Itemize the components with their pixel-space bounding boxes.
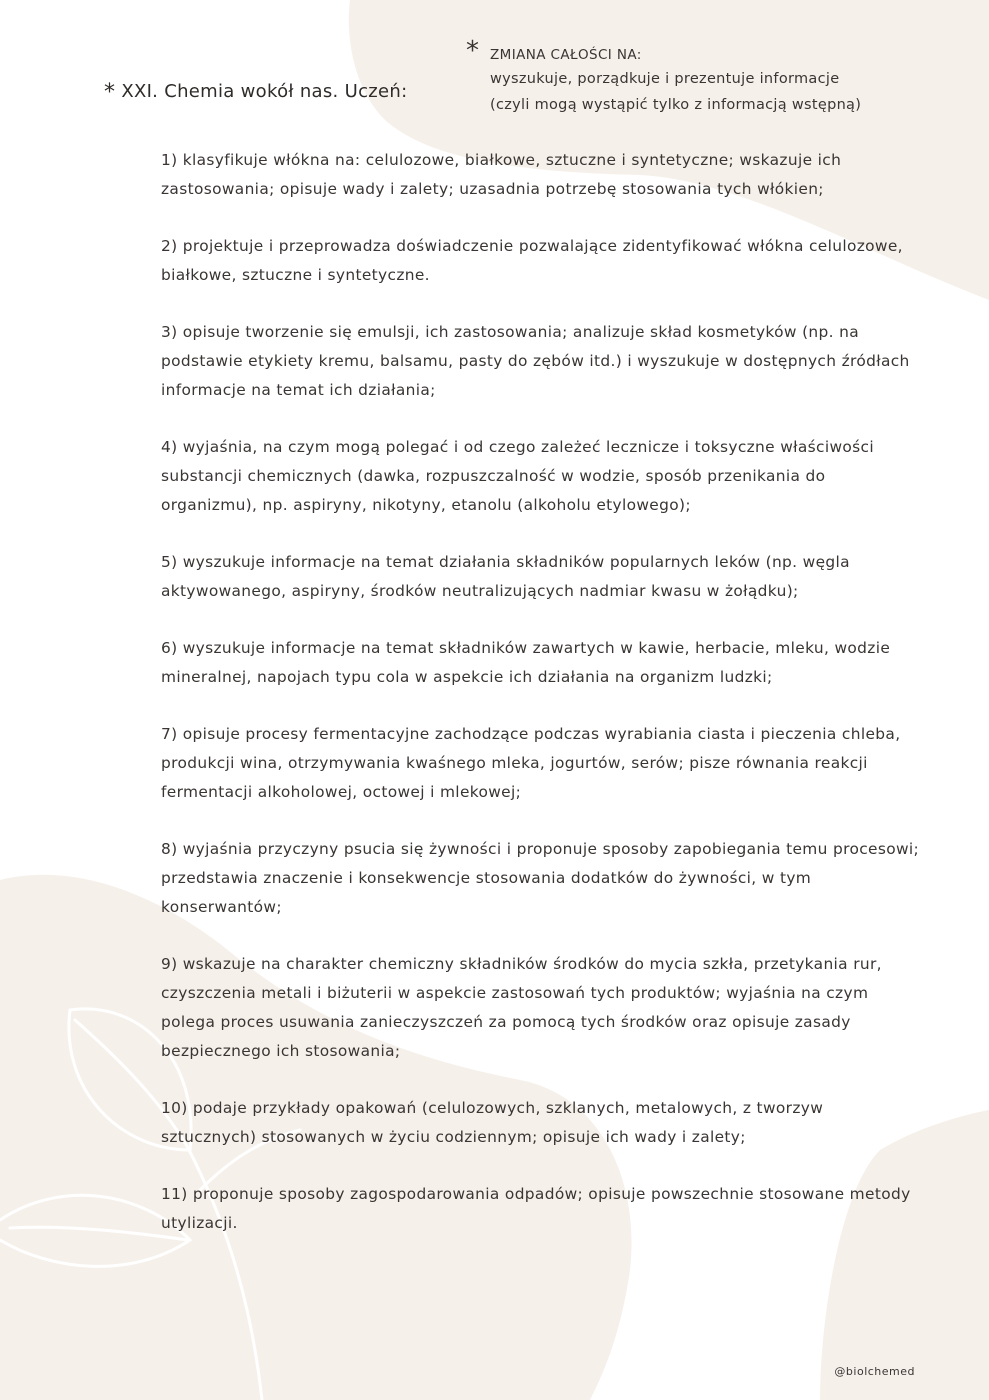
- list-item: 7) opisuje procesy fermentacyjne zachodzące podczas wyrabiania ciasta i pieczenia chleba, produkcji wina, otrzymywania kwaśnego mleka, jogurtów, serów; pisze równania reakcji fermentacji alkoholowej, octowej i mlekowej;: [161, 725, 901, 801]
- section-title: [104, 80, 407, 105]
- list-item: 1) klasyfikuje włókna na: celulozowe, białkowe, sztuczne i syntetyczne; wskazuje ich zastosowania; opisuje wady i zalety; uzasadnia potrzebę stosowania tych włókien;: [161, 151, 842, 198]
- list-item: 6) wyszukuje informacje na temat składników zawartych w kawie, herbacie, mleku, wodzie mineralnej, napojach typu cola w aspekcie ich działania na organizm ludzki;: [161, 639, 891, 686]
- list-item: 3) opisuje tworzenie się emulsji, ich zastosowania; analizuje skład kosmetyków (np. na podstawie etykiety kremu, balsamu, pasty do zębów itd.) i wyszukuje w dostępnych źródłach informacje na temat ich działania;: [161, 323, 910, 399]
- asterisk-icon: *: [104, 80, 116, 105]
- list-item: 5) wyszukuje informacje na temat działania składników popularnych leków (np. węgla aktywowanego, aspiryny, środków neutralizujących nadmiar kwasu w żołądku);: [161, 553, 850, 600]
- list-item: 11) proponuje sposoby zagospodarowania odpadów; opisuje powszechnie stosowane metody utylizacji.: [161, 1185, 911, 1232]
- list-item: 9) wskazuje na charakter chemiczny składników środków do mycia szkła, przetykania rur, czyszczenia metali i biżuterii w aspekcie zastosowań tych produktów; wyjaśnia na czym polega proces usuwania zanieczyszczeń za pomocą tych środków oraz opisuje zasady bezpiecznego ich stosowania;: [161, 955, 882, 1060]
- section-title-text: XXI. Chemia wokół nas. Uczeń:: [121, 81, 408, 102]
- list-item: 2) projektuje i przeprowadza doświadczenie pozwalające zidentyfikować włókna celulozowe, białkowe, sztuczne i syntetyczne.: [161, 237, 903, 284]
- list-item: 8) wyjaśnia przyczyny psucia się żywności i proponuje sposoby zapobiegania temu procesowi; przedstawia znaczenie i konsekwencje stosowania dodatków do żywności, w tym konserwantów;: [161, 840, 920, 916]
- list-item: 10) podaje przykłady opakowań (celulozowych, szklanych, metalowych, z tworzyw sztucznych) stosowanych w życiu codziennym; opisuje ich wady i zalety;: [161, 1099, 824, 1146]
- change-note-heading: ZMIANA CAŁOŚCI NA:: [490, 47, 642, 63]
- change-note-line: wyszukuje, porządkuje i prezentuje informacje: [490, 71, 840, 87]
- change-note-line: (czyli mogą wystąpić tylko z informacją wstępną): [490, 97, 862, 113]
- requirements-list: [161, 146, 921, 1238]
- list-item: 4) wyjaśnia, na czym mogą polegać i od czego zależeć lecznicze i toksyczne właściwości substancji chemicznych (dawka, rozpuszczalność w wodzie, sposób przenikania do organizmu), np. aspiryny, nikotyny, etanolu (alkoholu etylowego);: [161, 438, 874, 514]
- asterisk-icon: *: [466, 36, 479, 66]
- author-handle: @biolchemed: [834, 1365, 915, 1378]
